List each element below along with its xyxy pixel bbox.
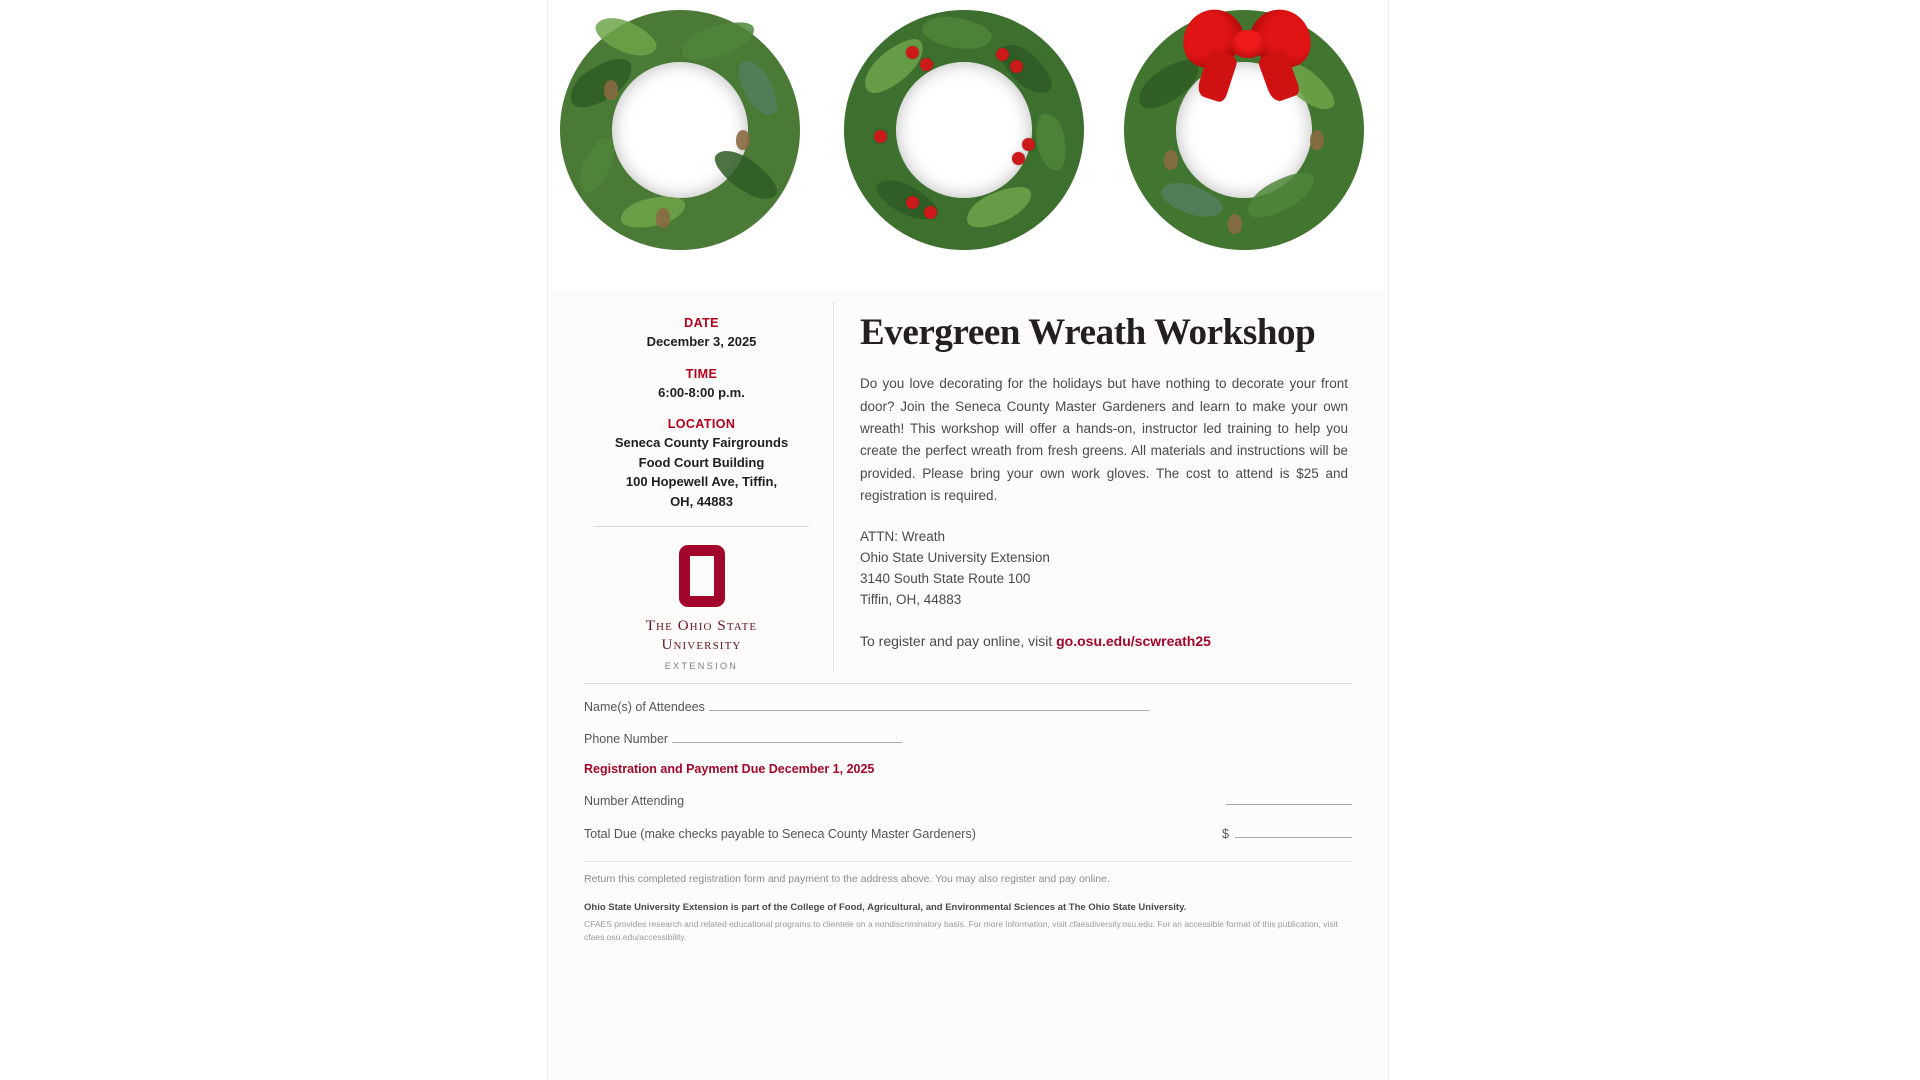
location-line-1: Seneca County Fairgrounds	[614, 435, 789, 451]
location-line-3: 100 Hopewell Ave, Tiffin,	[625, 474, 778, 490]
event-details-column	[584, 302, 834, 671]
time-value: 6:00-8:00 p.m.	[658, 384, 745, 400]
register-prefix: To register and pay online, visit	[860, 632, 1057, 649]
location-label: LOCATION	[667, 417, 736, 432]
plain-evergreen-wreath-icon	[560, 10, 800, 250]
osu-name-line-1: The Ohio State	[645, 618, 758, 635]
registration-form	[548, 671, 1388, 954]
address-line-3: 3140 South State Route 100	[860, 570, 1031, 586]
osu-name-line-2: University	[661, 636, 742, 653]
osu-extension-logo	[584, 545, 819, 671]
legal-affiliation: Ohio State University Extension is part of the College of Food, Agricultural, and Environmental Sciences at The Ohio State University.	[584, 902, 1187, 914]
flyer-sheet	[548, 0, 1388, 1080]
left-column-divider	[594, 526, 809, 527]
total-due-row	[584, 825, 1352, 844]
number-attending-input[interactable]	[1226, 792, 1352, 805]
date-value: December 3, 2025	[646, 334, 757, 349]
red-bow-icon	[1182, 4, 1312, 100]
address-line-2: Ohio State University Extension	[860, 549, 1050, 565]
register-line	[860, 633, 1348, 649]
dollar-sign: $	[1222, 826, 1229, 841]
location-line-4: OH, 44883	[670, 493, 733, 509]
phone-label: Phone Number	[584, 731, 669, 746]
attendees-row	[584, 698, 1352, 714]
number-attending-label: Number Attending	[584, 793, 685, 808]
time-label: TIME	[685, 366, 718, 381]
red-bow-evergreen-wreath-icon	[1124, 10, 1364, 250]
attendees-label: Name(s) of Attendees	[584, 699, 705, 714]
description-paragraph: Do you love decorating for the holidays but have nothing to decorate your front door? Join the Seneca County Master Gardeners and learn to make your own wreath! This workshop will offer a hands-on, instructor led training to help you create the perfect wreath from fresh greens. All materials and instructions will be provided. Please bring your own work gloves. The cost to attend is $25 and registration is required.	[860, 376, 1348, 503]
mailing-address	[860, 527, 1348, 611]
payment-due-notice: Registration and Payment Due December 1, 2025	[584, 761, 875, 776]
phone-input[interactable]	[672, 730, 902, 743]
address-line-1: ATTN: Wreath	[860, 529, 946, 545]
berry-evergreen-wreath-icon	[844, 10, 1084, 250]
description-column	[834, 302, 1352, 671]
number-attending-row	[584, 792, 1352, 811]
total-due-input[interactable]	[1235, 825, 1352, 838]
total-due-field[interactable]	[1222, 825, 1352, 841]
location-line-2: Food Court Building	[638, 454, 765, 470]
address-line-4: Tiffin, OH, 44883	[860, 591, 962, 607]
wreath-banner	[548, 0, 1388, 290]
registration-url[interactable]: go.osu.edu/scwreath25	[1056, 632, 1211, 649]
number-attending-field[interactable]	[1222, 792, 1352, 805]
form-divider	[584, 683, 1352, 684]
date-label: DATE	[684, 316, 719, 330]
phone-row	[584, 730, 1352, 746]
return-instructions: Return this completed registration form and payment to the address above. You may also register and pay online.	[584, 861, 1352, 888]
attendees-input[interactable]	[709, 698, 1149, 711]
osu-extension-label: EXTENSION	[664, 660, 739, 671]
total-due-label: Total Due (make checks payable to Seneca County Master Gardeners)	[584, 826, 976, 841]
page-title: Evergreen Wreath Workshop	[860, 312, 1316, 353]
legal-nondiscrimination: CFAES provides research and related educational programs to clientele on a nondiscriminatory basis. For more information, visit cfaesdiversity.osu.edu. For an accessible format of this publication, visit cfaes.osu.edu/accessibility.	[584, 919, 1338, 942]
osu-block-o-icon	[679, 545, 725, 607]
flyer-body	[548, 290, 1388, 671]
